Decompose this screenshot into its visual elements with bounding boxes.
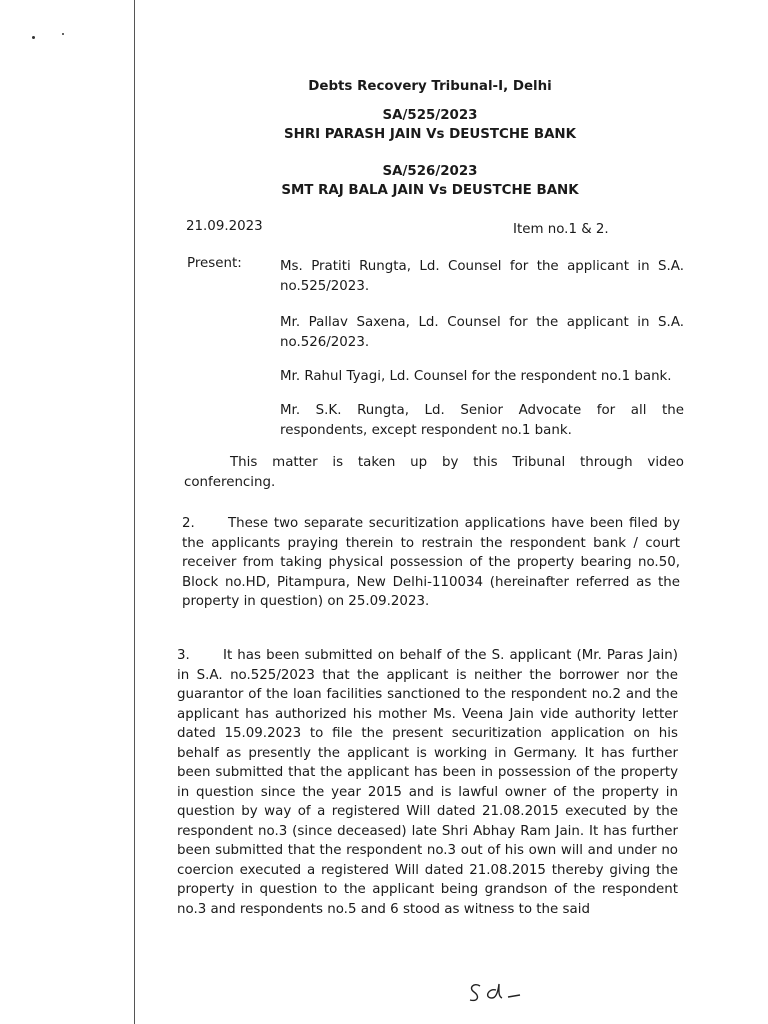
margin-line bbox=[134, 0, 135, 1024]
counsel-entry: Mr. S.K. Rungta, Ld. Senior Advocate for all the respondents, except respondent no.1 bank. bbox=[280, 403, 684, 438]
scan-speck bbox=[62, 33, 64, 35]
tribunal-name: Debts Recovery Tribunal-I, Delhi bbox=[308, 79, 552, 94]
signature-mark bbox=[466, 980, 526, 1006]
scan-speck bbox=[32, 36, 35, 39]
paragraph-3 bbox=[177, 646, 678, 919]
order-date: 21.09.2023 bbox=[186, 219, 263, 234]
counsel-entry: Ms. Pratiti Rungta, Ld. Counsel for the applicant in S.A. no.525/2023. bbox=[280, 259, 684, 294]
paragraph-text: It has been submitted on behalf of the S. applicant (Mr. Paras Jain) in S.A. no.525/2023 that the applicant is neither the borrower nor the guarantor of the loan facilities sanctioned to the respondent no.2 and the applicant has authorized his mother Ms. Veena Jain vide authority letter dated 15.09.2023 to file the present securitization application on his behalf as presently the applicant is working in Germany. It has further been submitted that the applicant has been in possession of the property in question since the year 2015 and is lawful owner of the property in question by way of a registered Will dated 21.08.2015 executed by the respondent no.3 (since deceased) late Shri Abhay Ram Jain. It has further been submitted that the respondent no.3 out of his own will and under no coercion executed a registered Will dated 21.08.2015 thereby giving the property in question to the applicant being grandson of the respondent no.3 and respondents no.5 and 6 stood as witness to the said bbox=[177, 648, 678, 917]
case1-number: SA/525/2023 bbox=[382, 108, 478, 123]
counsel-entry: Mr. Pallav Saxena, Ld. Counsel for the applicant in S.A. no.526/2023. bbox=[280, 315, 684, 350]
paragraph-1: This matter is taken up by this Tribunal through video conferencing. bbox=[184, 455, 684, 490]
paragraph-text: These two separate securitization applications have been filed by the applicants praying therein to restrain the respondent bank / court receiver from taking physical possession of the property bearing no.50, Block no.HD, Pitampura, New Delhi-110034 (hereinafter referred as the property in question) on 25.09.2023. bbox=[182, 516, 680, 609]
case1-parties: SHRI PARASH JAIN Vs DEUSTCHE BANK bbox=[283, 127, 577, 142]
paragraph-2 bbox=[182, 514, 680, 612]
item-number: Item no.1 & 2. bbox=[513, 222, 609, 237]
counsel-entry: Mr. Rahul Tyagi, Ld. Counsel for the respondent no.1 bank. bbox=[280, 369, 672, 384]
paragraph-number: 3. bbox=[177, 648, 190, 663]
case2-number: SA/526/2023 bbox=[382, 164, 478, 179]
case2-parties: SMT RAJ BALA JAIN Vs DEUSTCHE BANK bbox=[281, 183, 579, 198]
paragraph-number: 2. bbox=[182, 516, 195, 531]
present-label: Present: bbox=[187, 256, 242, 271]
